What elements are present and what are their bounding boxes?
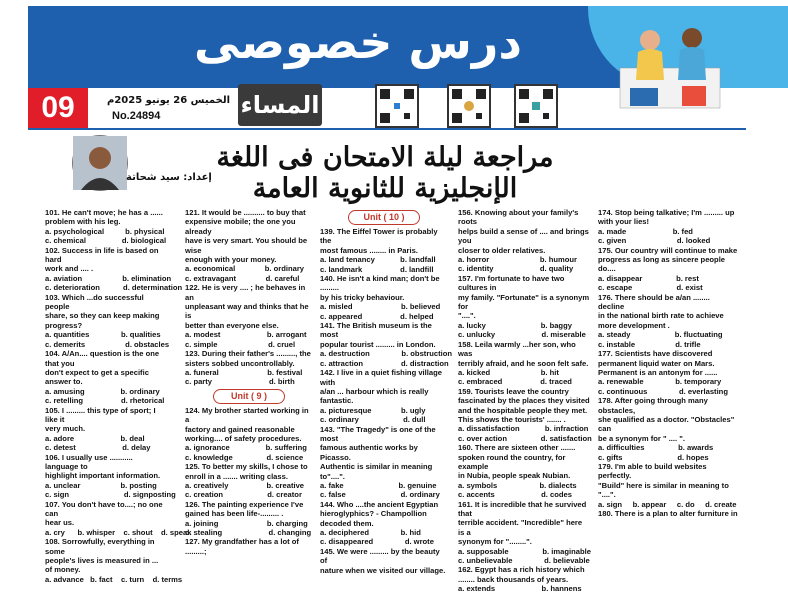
answer-options: c. gifts d. hopes (598, 452, 709, 462)
qr-code-2 (447, 84, 491, 128)
question-text: hear us. (45, 518, 75, 528)
question-text: 178. After going through many obstacles, (598, 396, 708, 415)
issue-number: No.24894 (112, 110, 161, 122)
question-text: most famous ........ in Paris. (320, 245, 418, 255)
answer-options: a. misled b. believed (320, 302, 441, 312)
question-text: helps build a sense of .... and brings you (458, 226, 589, 246)
question-text: 124. My brother started working in a (185, 405, 309, 425)
question-text: enroll in a ....... writing class. (185, 471, 288, 481)
question-text: my family. "Fortunate" is a synonym for (458, 292, 590, 312)
answer-options: a. disappear b. rest (598, 273, 699, 283)
question-text: with your lies! (598, 217, 650, 227)
question-text: highlight important information. (45, 471, 161, 481)
question-text: 103. Which ...do successful people (45, 292, 144, 312)
question-text: 123. During their father's ........., the (185, 349, 311, 359)
answer-options: c. embraced d. traced (458, 377, 572, 387)
answer-options: c. disappeared d. wrote (320, 537, 434, 547)
question-text: 106. I usually use ........... language to (45, 452, 133, 471)
unit-heading: Unit ( 9 ) (213, 389, 285, 404)
banner-title: درس خصوصى (194, 15, 522, 69)
answer-options: a. difficulties b. awards (598, 443, 714, 453)
answer-options: c. unlucky d. miserable (458, 330, 586, 340)
answer-options: a. horror b. humour (458, 255, 577, 265)
answer-options: c. stealing d. changing (185, 528, 312, 537)
question-text: 158. Leila warmly ...her son, who was (458, 339, 576, 359)
question-text: and the hospitable people they met. (458, 405, 588, 415)
question-text: famous authentic works by Picasso. (320, 443, 418, 462)
answer-options: a. destruction b. obstruction (320, 349, 453, 359)
answer-options: a. sign b. appear c. do d. create (598, 499, 737, 509)
answer-options: a. psychological b. physical (45, 226, 165, 236)
answer-options: a. picturesque b. ugly (320, 405, 426, 415)
question-text: closer to older relatives. (458, 245, 546, 255)
author-credit: إعداد: سيد شحاتة (126, 172, 212, 183)
question-text: 125. To better my skills, I chose to (185, 462, 308, 472)
question-text: progress? (45, 320, 83, 330)
question-text: 127. My grandfather has a lot of .........; (185, 537, 299, 556)
question-text: 140. He isn't a kind man; don't be ......... (320, 274, 440, 293)
question-text: she qualified as a doctor. "Obstacles" can (598, 414, 735, 434)
question-text: synonym for "........". (458, 537, 532, 547)
question-text: have is very smart. You should be wise (185, 236, 308, 255)
answer-options: a. funeral b. festival (185, 367, 303, 377)
question-text: 174. Stop being talkative; I'm ......... up (598, 208, 735, 217)
question-text: people's lives is measured in ... of money. (45, 556, 159, 575)
question-text: 161. It is incredible that he survived that (458, 499, 587, 518)
question-text: expensive mobile; the one you already (185, 217, 296, 236)
question-text: 179. I'm able to build websites perfectly. (598, 461, 707, 481)
issue-date: الخميس 26 يونيو 2025م (107, 95, 230, 106)
answer-options: c. identity d. quality (458, 264, 574, 274)
answer-options: a. steady b. fluctuating (598, 330, 723, 340)
answer-options: a. supposable b. imaginable (458, 546, 591, 556)
answer-options: c. landmark d. landfill (320, 264, 434, 274)
question-text: 159. Tourists leave the country (458, 386, 569, 396)
header-divider (28, 128, 746, 130)
answer-options: a. modest b. arrogant (185, 330, 307, 340)
question-text: enough with your money. (185, 255, 277, 265)
answer-options: c. false d. ordinary (320, 490, 440, 500)
question-text: fascinated by the places they visited (458, 396, 590, 406)
question-text: 102. Success in life is based on hard (45, 245, 159, 265)
answer-options: a. advance b. fact c. turn d. terms (45, 574, 183, 584)
answer-options: c. sign d. signposting (45, 490, 176, 500)
answer-options: a. ignorance b. suffering (185, 443, 307, 453)
students-illustration (600, 10, 740, 120)
question-text: 144. Who ....the ancient Egyptian (320, 499, 439, 509)
answer-options: a. symbols b. dialects (458, 480, 577, 490)
answer-options: c. detest d. delay (45, 443, 151, 453)
question-text: 156. Knowing about your family's roots (458, 208, 579, 227)
answer-options: c. deterioration d. determination (45, 283, 183, 293)
question-text: Permanent is an antonym for ...... (598, 367, 718, 377)
question-text: 177. Scientists have discovered (598, 349, 713, 359)
question-text: share, so they can keep making (45, 311, 160, 321)
answer-options: a. kicked b. hit (458, 367, 559, 377)
question-column-1 (45, 208, 192, 584)
question-text: be a synonym for " .... ". (598, 433, 685, 443)
question-text: "Build" here is similar in meaning to "....". (598, 480, 729, 500)
question-text: 126. The painting experience I've (185, 499, 304, 509)
answer-options: a. land tenancy b. landfall (320, 255, 436, 265)
question-text: working.... of safety procedures. (185, 433, 302, 443)
answer-options: a. quantities b. qualities (45, 330, 161, 340)
qr-code-1 (375, 84, 419, 128)
question-text: in the national birth rate to achieve (598, 311, 724, 321)
question-text: hieroglyphics? - Champollion decoded them. (320, 509, 427, 528)
question-text: by his tricky behaviour. (320, 292, 405, 302)
question-text: 105. I ......... this type of sport; I like it (45, 405, 156, 424)
question-text: progress as long as sincere people do.... (598, 255, 726, 274)
issue-number-badge: 09 (28, 88, 88, 128)
question-text: a/an ... harbour which is really fantastic. (320, 386, 429, 406)
answer-options: c. given d. looked (598, 236, 711, 246)
answer-options: a. adore b. deal (45, 433, 145, 443)
answer-options: a. creatively b. creative (185, 480, 305, 490)
question-text: in Nubia, people speak Nubian. (458, 471, 571, 481)
question-text: gained has been life-......... . (185, 509, 284, 519)
question-text: 108. Sorrowfully, everything in some (45, 537, 155, 556)
question-text: 101. He can't move; he has a ...... (45, 208, 163, 217)
question-text: 160. There are sixteen other ....... (458, 443, 576, 453)
question-text: don't expect to get a specific answer to. (45, 367, 149, 387)
question-column-5 (598, 208, 738, 520)
answer-options: c. over action d. satisfaction (458, 433, 592, 443)
answer-options: c. chemical d. biological (45, 236, 167, 246)
question-text: "....". (458, 311, 476, 321)
question-text: 141. The British museum is the most (320, 321, 432, 340)
question-text: more development . (598, 320, 670, 330)
question-column-2 (185, 208, 313, 556)
question-text: popular tourist ......... in London. (320, 339, 436, 349)
question-column-4 (458, 208, 592, 594)
question-text: 104. A/An.... question is the one that you (45, 349, 160, 368)
answer-options: a. dissatisfaction b. infraction (458, 424, 589, 434)
answer-options: c. simple d. cruel (185, 339, 296, 349)
question-text: 180. There is a plan to alter furniture in (598, 509, 738, 518)
question-text: 157. I'm fortunate to have two cultures in (458, 273, 565, 293)
answer-options: c. ordinary d. dull (320, 415, 426, 425)
answer-options: c. knowledge d. science (185, 452, 304, 462)
answer-options: a. unclear b. posting (45, 480, 157, 490)
question-text: sisters sobbed uncontrollably. (185, 358, 295, 368)
question-text: ........ back thousands of years. (458, 574, 569, 584)
answer-options: a. extends b. hannens (458, 584, 582, 594)
question-text: nature when we visited our village. (320, 565, 446, 575)
answer-options: c. retelling d. rhetorical (45, 396, 165, 406)
answer-options: c. continuous d. everlasting (598, 386, 728, 396)
answer-options: a. made b. fed (598, 226, 693, 236)
question-text: 162. Egypt has a rich history which (458, 565, 585, 575)
question-text: terribly afraid, and he soon felt safe. (458, 358, 589, 368)
question-text: This shows the tourists' ....... . (458, 414, 566, 424)
question-text: 107. You don't have to....; no one can (45, 499, 163, 518)
question-text: 121. It would be .......... to buy that (185, 208, 306, 217)
answer-options: a. aviation b. elimination (45, 273, 172, 283)
answer-options: c. extravagant d. careful (185, 273, 300, 283)
question-text: 142. I live in a quiet fishing village with (320, 368, 442, 387)
question-text: 176. There should be a/an ........ decline (598, 292, 710, 312)
unit-heading: Unit ( 10 ) (348, 210, 420, 225)
answer-options: a. fake b. genuine (320, 480, 437, 490)
question-text: 143. "The Tragedy" is one of the most (320, 424, 436, 443)
question-text: 139. The Eiffel Tower is probably the (320, 227, 438, 246)
question-text: permanent liquid water on Mars. (598, 358, 715, 368)
answer-options: c. creation d. creator (185, 490, 302, 500)
answer-options: a. lucky b. baggy (458, 320, 572, 330)
question-text: very much. (45, 424, 86, 434)
question-text: spoken round the country, for example (458, 452, 566, 471)
answer-options: c. instable d. trifle (598, 339, 701, 349)
answer-options: c. escape d. exist (598, 283, 703, 293)
qr-code-3 (514, 84, 558, 128)
answer-options: a. cry b. whisper c. shout d. speak (45, 527, 192, 537)
answer-options: c. appeared d. helped (320, 311, 434, 321)
question-text: factory and gained reasonable (185, 424, 295, 434)
answer-options: a. deciphered b. hid (320, 528, 421, 537)
answer-options: c. party d. birth (185, 377, 295, 387)
answer-options: a. joining b. charging (185, 518, 308, 528)
section-title: مراجعة ليلة الامتحان فى اللغة الإنجليزية للثانوية العامة (216, 142, 554, 204)
question-text: work and .... . (45, 264, 94, 274)
answer-options: a. amusing b. ordinary (45, 386, 160, 396)
question-column-3 (320, 208, 453, 575)
question-text: Authentic is similar in meaning to"....". (320, 462, 433, 481)
question-text: unpleasant way and thinks that he is (185, 302, 309, 321)
answer-options: a. renewable b. temporary (598, 377, 722, 387)
question-text: 122. He is very .... ; he behaves in an (185, 283, 306, 302)
answer-options: c. demerits d. obstacles (45, 339, 170, 349)
answer-options: a. economical b. ordinary (185, 264, 305, 274)
question-text: problem with his leg. (45, 217, 121, 227)
question-text: 145. We were ......... by the beauty of (320, 546, 440, 566)
question-text: 175. Our country will continue to make (598, 245, 738, 255)
answer-options: c. attraction d. distraction (320, 358, 449, 368)
answer-options: c. unbelievable d. believable (458, 556, 590, 566)
answer-options: c. accents d. codes (458, 490, 572, 500)
newspaper-logo: المساء (238, 84, 322, 126)
question-text: terrible accident. "Incredible" here is a (458, 518, 583, 537)
author-photo (72, 135, 128, 191)
question-text: better than everyone else. (185, 320, 279, 330)
